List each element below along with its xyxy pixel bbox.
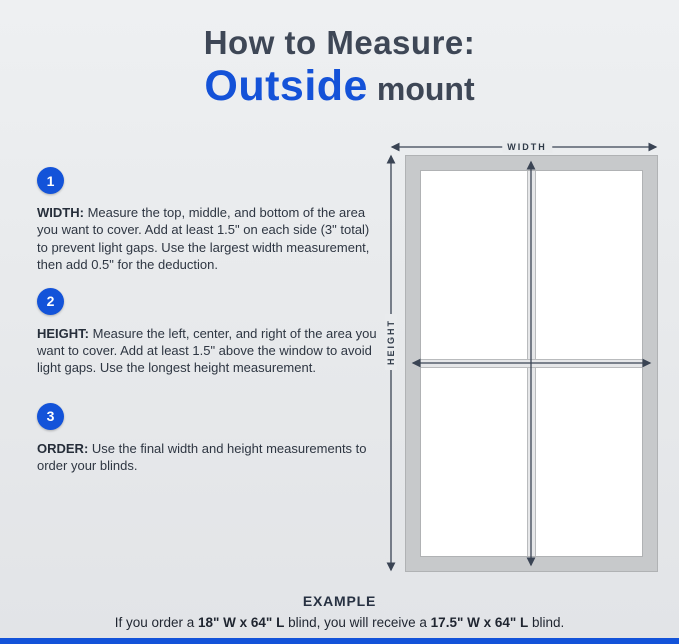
example-sentence (0, 615, 679, 630)
window-panes (420, 170, 643, 557)
example-receive-size: 17.5" W x 64" L (430, 615, 529, 630)
step-3-badge (37, 403, 64, 430)
example-suffix: blind. (528, 615, 565, 630)
step-2-body: Measure the left, center, and right of the area you want to cover. Add at least 1.5" above the window to avoid light gaps. Use the longest height measurement. (37, 325, 377, 376)
step-2 (37, 288, 383, 377)
step-1-badge (37, 167, 64, 194)
bottom-accent-bar (0, 638, 679, 644)
title-line2 (0, 62, 679, 111)
steps-list (37, 167, 383, 489)
step-3-number: 3 (46, 408, 55, 425)
step-3-text (37, 440, 383, 475)
window-muntin-horizontal (421, 359, 642, 368)
height-dimension-label: HEIGHT (385, 314, 397, 370)
step-1 (37, 167, 383, 274)
step-3-label: ORDER: (37, 440, 89, 456)
step-2-text (37, 325, 383, 377)
title-mount-type: Outside (204, 62, 368, 110)
step-1-number: 1 (46, 172, 55, 189)
example-heading: EXAMPLE (302, 593, 377, 609)
step-3-body: Use the final width and height measurements to order your blinds. (37, 440, 367, 474)
example-middle: blind, you will receive a (284, 615, 431, 630)
step-1-text (37, 204, 383, 274)
title-mount-word: mount (367, 71, 475, 107)
step-2-number: 2 (46, 293, 55, 310)
window-illustration (405, 155, 658, 572)
title-line1: How to Measure: (203, 24, 476, 61)
example-order-size: 18" W x 64" L (198, 615, 285, 630)
step-3 (37, 403, 383, 475)
example-section (0, 593, 679, 630)
step-1-label: WIDTH: (37, 205, 84, 220)
example-prefix: If you order a (114, 615, 198, 630)
step-1-body: Measure the top, middle, and bottom of the area you want to cover. Add at least 1.5" on each side (3" total) to prevent light gaps. Use the largest width measurement, then add 0.5" for the deduction. (37, 205, 370, 273)
page-title (0, 24, 679, 111)
width-dimension-label: WIDTH (502, 141, 552, 153)
step-2-badge (37, 288, 64, 315)
step-2-label: HEIGHT: (37, 325, 89, 341)
